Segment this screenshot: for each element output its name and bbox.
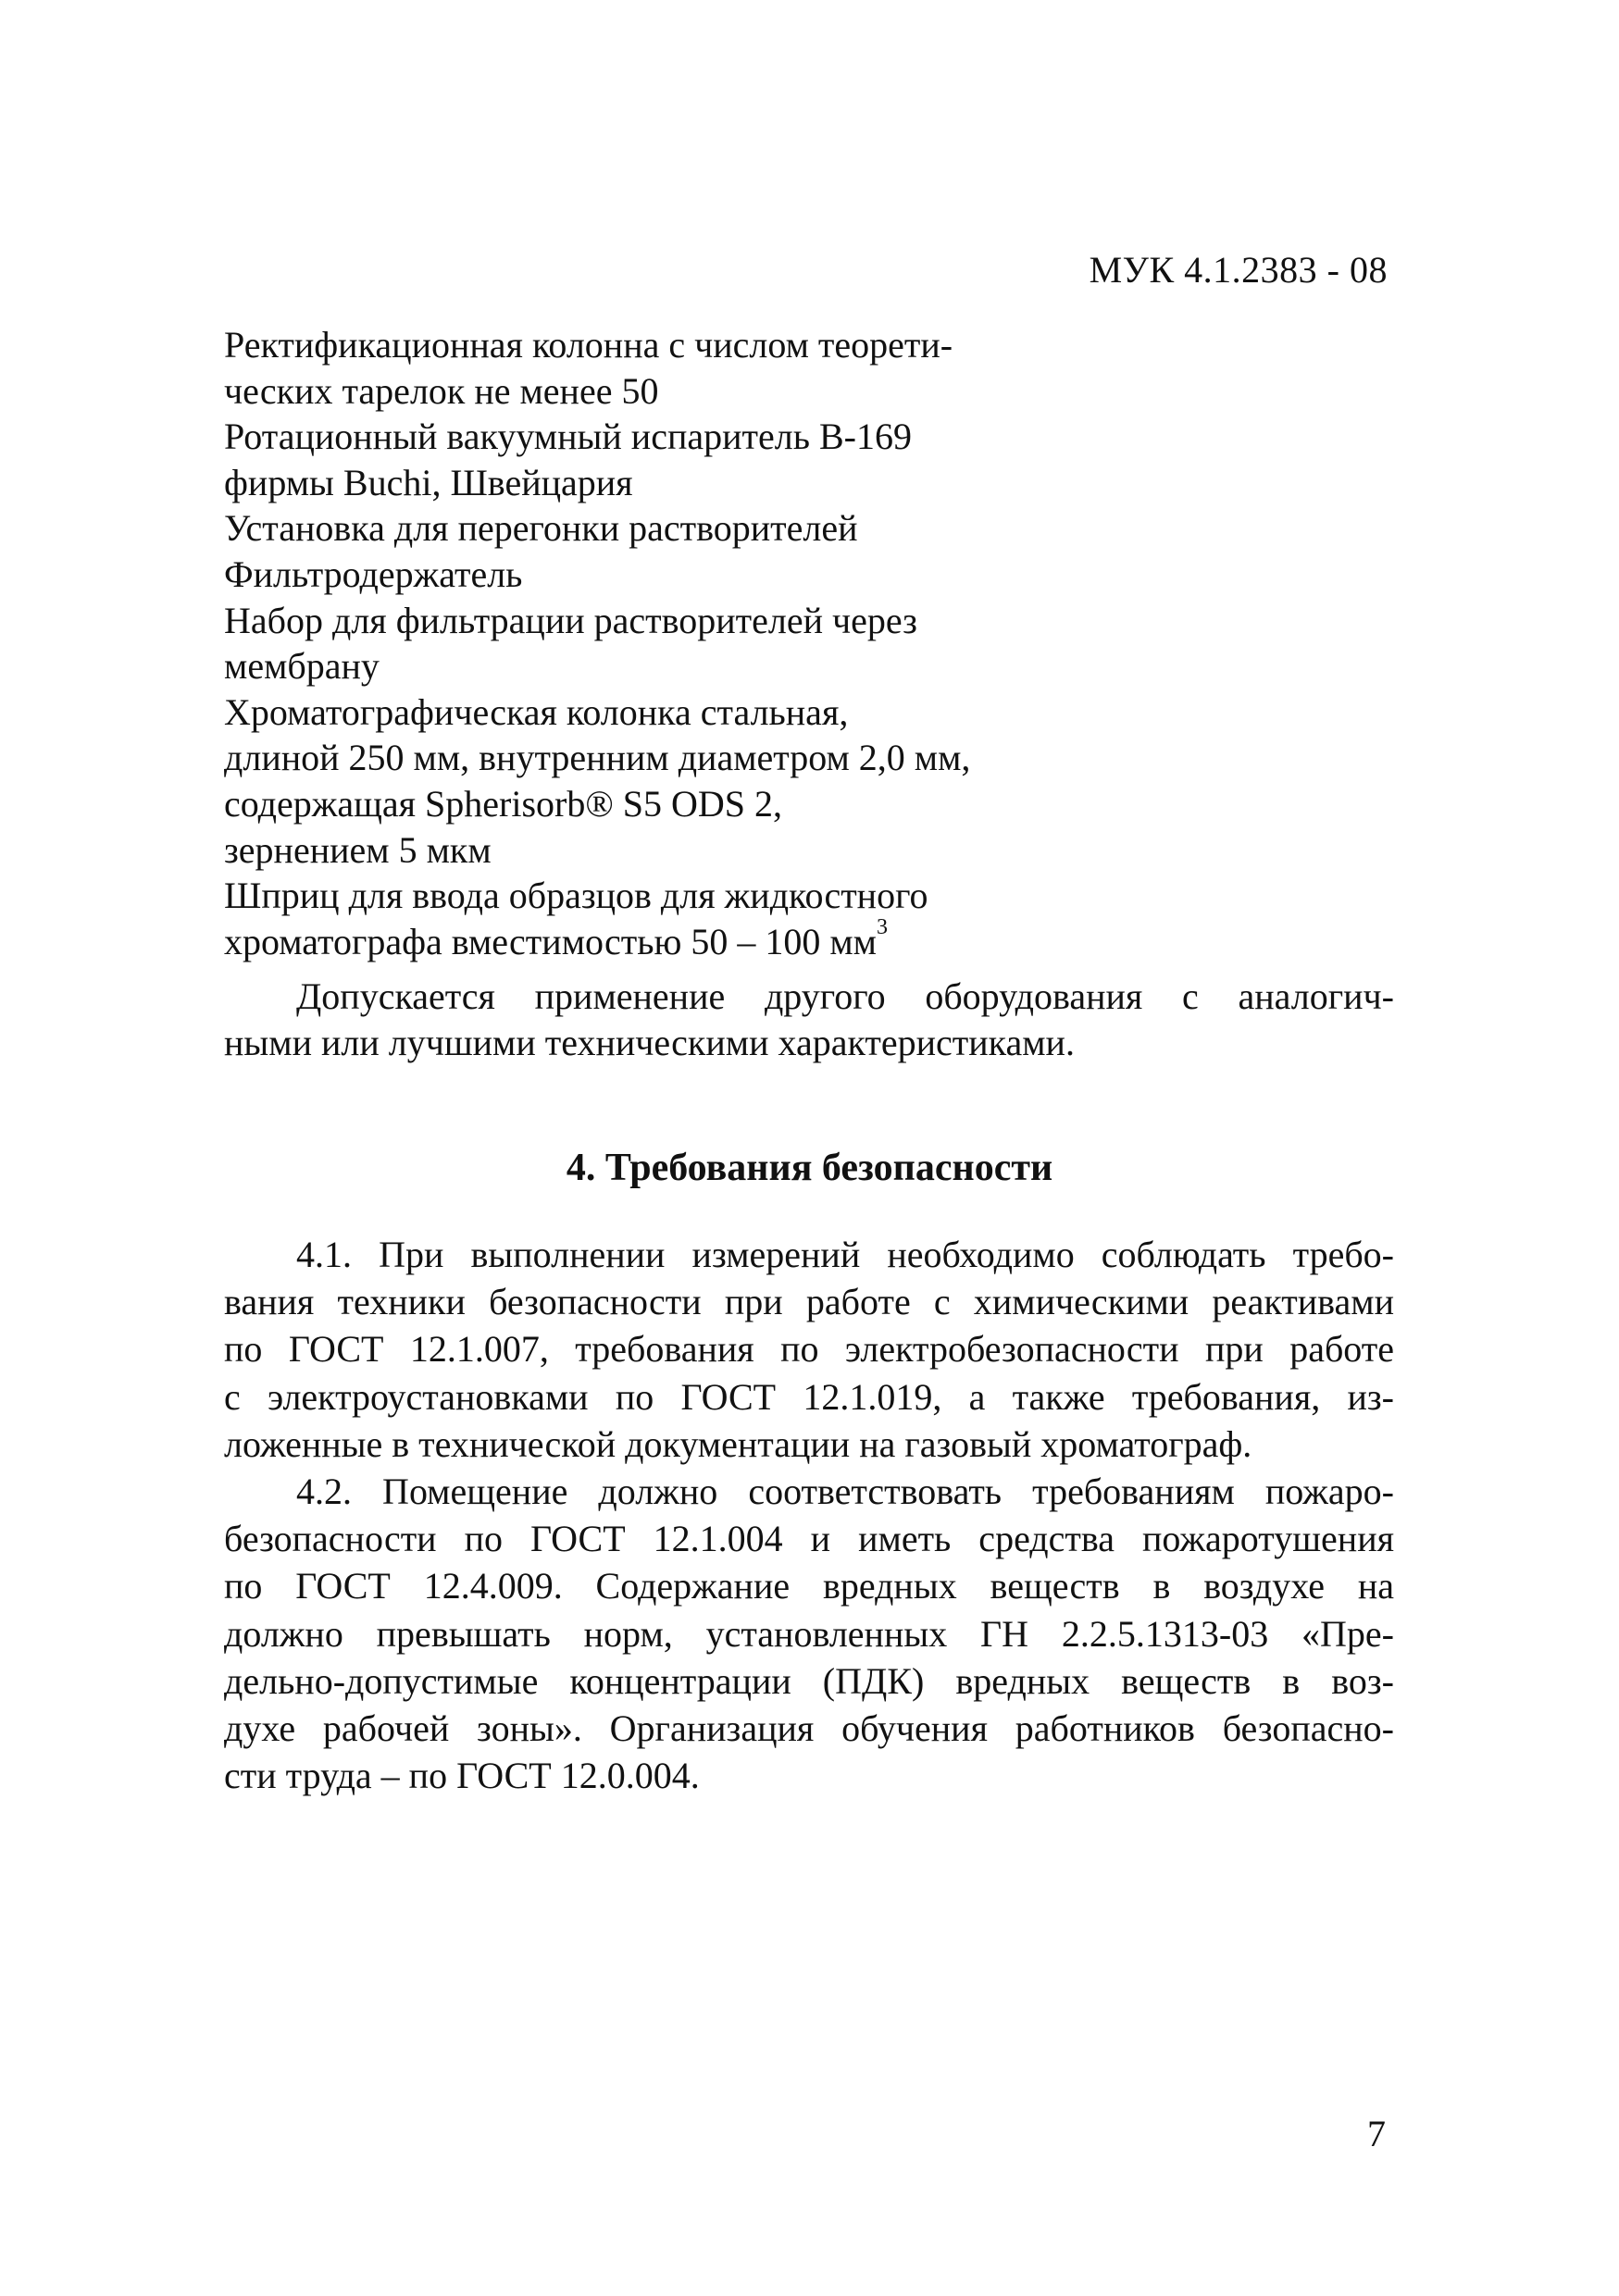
list-item-last bbox=[224, 914, 1150, 965]
unit-superscript: 3 bbox=[876, 914, 888, 939]
paragraph-line: 4.2. Помещение должно соответствовать требованиям пожаро- bbox=[296, 1471, 1394, 1513]
paragraph-line: дельно-допустимые концентрации (ПДК) вредных веществ в воз- bbox=[224, 1659, 1394, 1702]
list-item: длиной 250 мм, внутренним диаметром 2,0 мм, bbox=[224, 737, 971, 779]
list-item: Ректификационная колонна с числом теорети- bbox=[224, 324, 953, 366]
list-item: Установка для перегонки растворителей bbox=[224, 507, 858, 550]
paragraph-line: сти труда – по ГОСТ 12.0.004. bbox=[224, 1755, 700, 1797]
paragraph-line: 4.1. При выполнении измерений необходимо соблюдать требо- bbox=[296, 1234, 1394, 1275]
paragraph-line: с электроустановками по ГОСТ 12.1.019, а также требования, из- bbox=[224, 1375, 1394, 1418]
list-item: Шприц для ввода образцов для жидкостного bbox=[224, 875, 928, 917]
section-body bbox=[224, 1231, 1394, 1799]
list-item: Набор для фильтрации растворителей через bbox=[224, 599, 917, 641]
paragraph-line: безопасности по ГОСТ 12.1.004 и иметь средства пожаротушения bbox=[224, 1518, 1394, 1560]
note-line: ными или лучшими техническими характеристиками. bbox=[224, 1022, 1075, 1063]
paragraph-line: ложенные в технической документации на газовый хроматограф. bbox=[224, 1422, 1252, 1465]
paragraph-line: должно превышать норм, установленных ГН 2.2.5.1313-03 «Пре- bbox=[224, 1612, 1394, 1655]
section-heading: 4. Требования безопасности bbox=[566, 1147, 1053, 1189]
paragraph-4-2 bbox=[224, 1468, 1394, 1799]
list-item: мембрану bbox=[224, 645, 380, 688]
list-item: содержащая Spherisorb® S5 ODS 2, bbox=[224, 782, 783, 825]
list-item: ческих тарелок не менее 50 bbox=[224, 369, 659, 412]
document-code: МУК 4.1.2383 - 08 bbox=[1089, 249, 1388, 291]
page-number: 7 bbox=[1367, 2113, 1386, 2154]
paragraph-4-1 bbox=[224, 1231, 1394, 1468]
equipment-note bbox=[224, 974, 1394, 1066]
list-item: зернением 5 мкм bbox=[224, 828, 492, 871]
list-item: Фильтродержатель bbox=[224, 552, 523, 595]
paragraph-line: духе рабочей зоны». Организация обучения работников безопасно- bbox=[224, 1707, 1394, 1750]
list-item: Ротационный вакуумный испаритель В-169 bbox=[224, 416, 912, 458]
list-item: Хроматографическая колонка стальная, bbox=[224, 690, 849, 733]
equipment-list bbox=[224, 322, 1150, 964]
list-item: фирмы Buchi, Швейцария bbox=[224, 461, 633, 503]
paragraph-line: по ГОСТ 12.1.007, требования по электробезопасности при работе bbox=[224, 1328, 1394, 1371]
paragraph-line: вания техники безопасности при работе с химическими реактивами bbox=[224, 1281, 1394, 1323]
note-line: Допускается применение другого оборудования с аналогич- bbox=[296, 975, 1394, 1017]
list-item-text: хроматографа вместимостью 50 – 100 мм bbox=[224, 920, 877, 962]
paragraph-line: по ГОСТ 12.4.009. Содержание вредных веществ в воздухе на bbox=[224, 1565, 1394, 1607]
